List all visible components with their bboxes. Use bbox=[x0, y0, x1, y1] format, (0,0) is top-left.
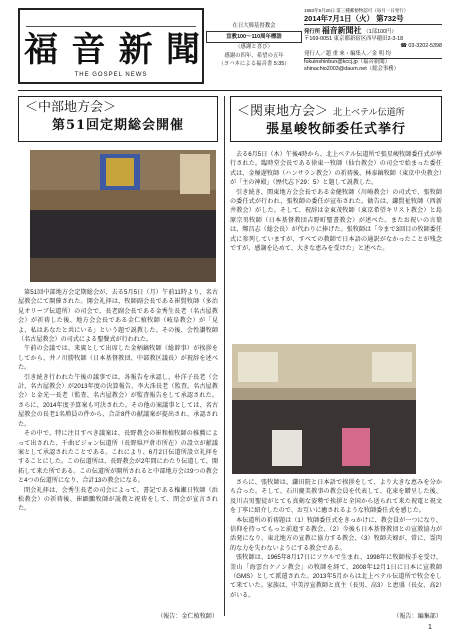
right-paragraph: 去る6月5日（木）午後4時から、北上ベテル伝道所で張星峻牧師委任式が挙行された。臨時堂会長である徐東一牧師（仙台教会）の司会で始まった委任式は、金極遅牧師（ハンサラン教会）の祈祷後、林泰鎬牧師（東京中央教会）が「主の神殿」（歴代志下29：5）と題して説教した。 bbox=[230, 151, 442, 187]
masthead-title bbox=[24, 32, 200, 68]
left-paragraph: 閉会礼拝は、会秀生長老の司会によって、書記である権瀬日牧師（浜松教会）の祈祷後、崔顕鵬牧師が説教と祝祷をして、閉会が宣言された。 bbox=[18, 486, 218, 513]
left-paragraph: 午前の会議では、来賓として出席した金柄鎬牧師（総幹事）が挨拶をしてから、井ノ川勝牧師（日本基督教団、中部教区議長）が祝辞を述べた。 bbox=[18, 345, 218, 372]
left-article-body bbox=[18, 288, 218, 608]
left-heading-box bbox=[18, 96, 218, 142]
right-region-sub: 北上ベテル伝道所 bbox=[333, 108, 405, 118]
left-paragraph: 引き続き行われた午後の議事では、各報告を承認し、朴洋子長老（会計、名古屋教会）が2013年度の決算報告、李大洙長老（監査、名古屋教会）と金光一長老（監査、名古屋教会）が監査報告をして承認された。さらに、2014年度予算案も可決された。その他の案議事としては、名古屋教会の長老1名増員の件から、合計8件の献議案が提出され、承認された。 bbox=[18, 373, 218, 428]
left-photo bbox=[30, 150, 216, 282]
header-rule bbox=[18, 90, 442, 91]
motto-line: （ヨハネによる福音書 5:35） bbox=[218, 61, 290, 67]
column-divider bbox=[224, 96, 225, 616]
right-photo bbox=[232, 344, 416, 474]
publisher-label: 発行所 bbox=[304, 29, 321, 35]
motto-block bbox=[206, 22, 302, 84]
right-region-label: ＜関東地方会＞ bbox=[237, 104, 329, 119]
left-paragraph: その中で、特に注目すべき議案は、長野教会の崔和植牧師の推薦によって出された、千曲ピジョン伝道所（長野県戸倉市所在）の設立が献議案として承認されたことである。これにより、6月2日伝道所設立礼拝をすることにした。この伝道所は、長野教会が2年間にわたり伝道して、開拓して来た所である。この伝道所が開所されると中部地方会は9つの教会と4つの伝道所になり、合計13の教会になる。 bbox=[18, 430, 218, 485]
motto-line: 在日大韓基督教会 bbox=[232, 23, 276, 29]
masthead-subtitle: THE GOSPEL NEWS bbox=[74, 72, 148, 78]
publisher-line bbox=[304, 27, 442, 36]
telephone: ☎ 03-3202-5398 bbox=[400, 43, 442, 50]
address: 〒169-0051 東京都新宿区西早稲田2-3-18 bbox=[304, 36, 404, 43]
masthead-char: 音 bbox=[71, 30, 106, 70]
motto-line: 感謝の四年、希望の五年 bbox=[224, 52, 284, 59]
editor-line: 発行人／趙 重 來・編集人／金 明 均 bbox=[304, 51, 442, 59]
right-paragraph: さらに、張牧師は、鎌田院と日本語で挨拶をして、より大きな恵みを分かち合った。そして、石川慶美教事の教会員を代表して、花束を贈呈した後、及川吉男聖徒がとても真剣な姿勢で挨拶と全国から送られて来た祝電と祝文を丁寧に紹介したので、お互いに癒されるような牧師委任式を感じた。 bbox=[230, 479, 442, 515]
publication-info bbox=[304, 8, 442, 86]
page-number: 1 bbox=[428, 624, 432, 631]
left-headline: 第51回定期総会開催 bbox=[51, 118, 185, 133]
right-region-line bbox=[231, 97, 441, 120]
issue-date: 2014年7月1日（火） 第732号 bbox=[304, 14, 442, 25]
masthead-char: 聞 bbox=[165, 30, 200, 70]
masthead-char: 新 bbox=[118, 30, 153, 70]
right-article-body-top bbox=[230, 150, 442, 342]
email-link[interactable]: fukuinshinbun@kccj.jp（福音新聞） bbox=[304, 58, 391, 65]
right-credit: （報告：編集部） bbox=[393, 613, 442, 620]
left-credit: （報告：金仁植牧師） bbox=[157, 613, 218, 620]
left-paragraph: 第51回中部地方会定期総会が、去る5月5日（月）午前11時より、名古屋教会にて開催された。開会礼拝は、牧師副会長である崔賢牧師（多治見オリーブ伝道所）の司会で、長老副会長である金秀生長老（名古屋教会）が祈祷した後、地方会会長である金仁植牧師（岐阜教会）が「見よ、私はあなたと共にいる」という題で説教した。その後、会性讃牧師（名古屋教会）の司式による聖餐式が行われた。 bbox=[18, 289, 218, 344]
publisher-name: 福音新聞社 bbox=[321, 26, 362, 35]
right-heading-box bbox=[230, 96, 442, 142]
motto-line: （感謝と喜び） bbox=[235, 44, 273, 50]
price: （1部100円） bbox=[363, 29, 397, 35]
right-paragraph: 引き続き、関東地方会会長である金健牧師（川崎教会）の司式で、張牧師の委任式が行われ、張牧師の委任が宣布された。勧告は、鎌賢祉牧師（西新井教会）がした。そして、祝辞は金東茂牧師（東京希望キリスト教会）と島原宗男牧師（日本基督教団吉野町聖書教会）が述べた。またお祝いの言葉は、鄭昌志（総会長）が代わりに捧げた。張牧師は「今まで3回目の牧師委任式に参列していますが、すべての教師で日本語の通訳がなかったことが残念ですが、感謝を込めて、大きな恵みを受けた」と述べた。 bbox=[230, 188, 442, 253]
masthead-rule bbox=[26, 14, 196, 27]
left-region-label: ＜中部地方会＞ bbox=[25, 100, 117, 115]
group-photo-illustration bbox=[232, 344, 416, 474]
right-article-body-bottom bbox=[230, 478, 442, 608]
masthead bbox=[18, 8, 204, 84]
right-paragraph: 本伝道所の祈祷題は（1）牧師委任式をきっかけに、教会員が一つになり、信仰を持ってもっと前進する教会、（2）今後も日本基督教団との宣教協力が活発になり、東北地方の宣教に協力する教会、（3）牧師夫婦が、常に、霊肉的な力を失わないようにする教会である。 bbox=[230, 516, 442, 552]
masthead-char: 福 bbox=[24, 30, 58, 70]
email-link[interactable]: shinachio2003@daum.net（総会事務） bbox=[304, 65, 400, 72]
registration-note: 1983年9月20日 第三種郵便物認可（毎月一日発行） bbox=[304, 8, 409, 13]
group-photo-illustration bbox=[30, 150, 216, 282]
right-headline: 張星峻牧師委任式挙行 bbox=[265, 122, 406, 137]
motto-title: 宣教100～110周年標語 bbox=[206, 31, 302, 44]
right-paragraph: 張牧師は、1965年8月17日にソウルで生まれ、1998年に牧師按手を受け、釜山「海雲台ケノン教会」の牧師を経て、2008年12月1日に日本に宣教師（GMS）として派遣された。2013年5月からは北上ベテル伝道所で牧会をして来ていた。家族は、中美淳宣教師と真主（長男、高3）と恵盛（長女、高2）がいる。 bbox=[230, 554, 442, 599]
